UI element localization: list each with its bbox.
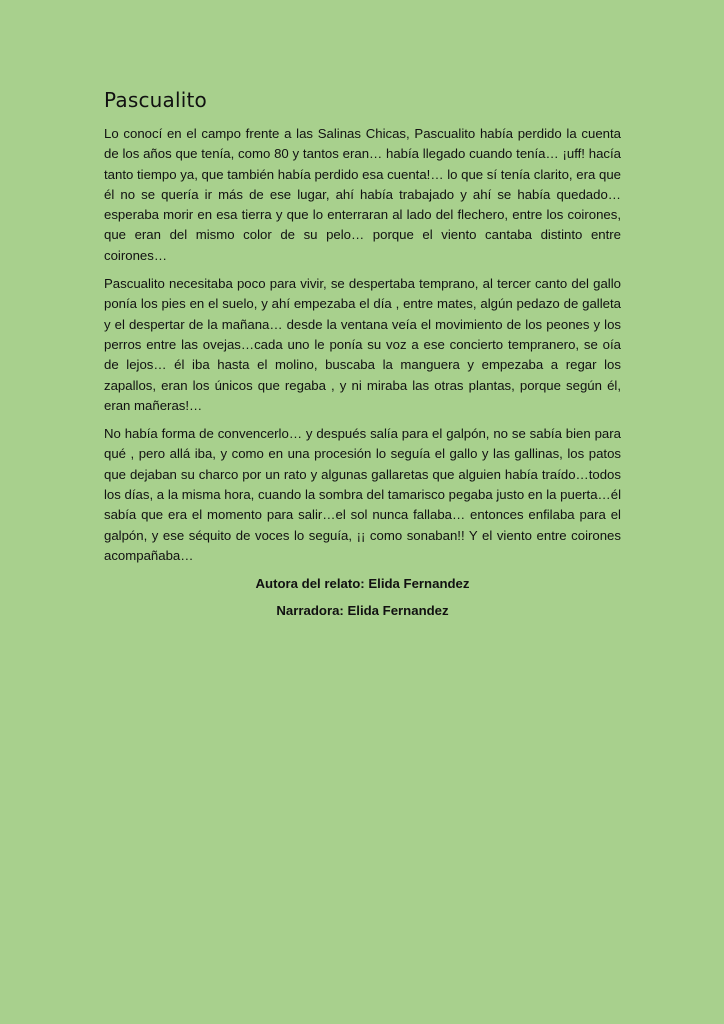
story-paragraph-3: No había forma de convencerlo… y después salía para el galpón, no se sabía bien para qué , pero allá iba, y como en una procesión lo seguía el gallo y las gallinas, los patos que dejaban su charco por un rato y algunas gallaretas que alguien había traído…todos los días, a la misma hora, cuando la sombra del tamarisco pegaba justo en la puerta…él sabía que era el momento para salir…el sol nunca fallaba… entonces enfilaba para el galpón, y ese séquito de voces lo seguía, ¡¡ como sonaban!! Y el viento entre coirones acompañaba… xyxy=(104,426,621,563)
story-title: Pascualito xyxy=(104,88,207,112)
narrator-credit: Narradora: Elida Fernandez xyxy=(276,603,449,619)
credits xyxy=(104,574,621,621)
document-page xyxy=(104,86,621,621)
author-credit: Autora del relato: Elida Fernandez xyxy=(255,576,470,592)
story-paragraph-1: Lo conocí en el campo frente a las Salinas Chicas, Pascualito había perdido la cuenta de los años que tenía, como 80 y tantos eran… había llegado cuando tenía… ¡uff! hacía tanto tiempo ya, que también había perdido esa cuenta!… lo que sí tenía clarito, era que él no se quería ir más de ese lugar, ahí había trabajado y ahí se había quedado…esperaba morir en esa tierra y que lo enterraran al lado del flechero, entre los coirones, que eran del mismo color de su pelo… porque el viento cantaba distinto entre coirones… xyxy=(104,126,621,263)
story-paragraph-2: Pascualito necesitaba poco para vivir, se despertaba temprano, al tercer canto del gallo ponía los pies en el suelo, y ahí empezaba el día , entre mates, algún pedazo de galleta y el despertar de la mañana… desde la ventana veía el movimiento de los peones y los perros entre las ovejas…cada uno le ponía su voz a ese concierto tempranero, se oía de lejos… él iba hasta el molino, buscaba la manguera y empezaba a regar los zapallos, eran los únicos que regaba , y ni miraba las otras plantas, porque según él, eran mañeras!… xyxy=(104,276,621,413)
